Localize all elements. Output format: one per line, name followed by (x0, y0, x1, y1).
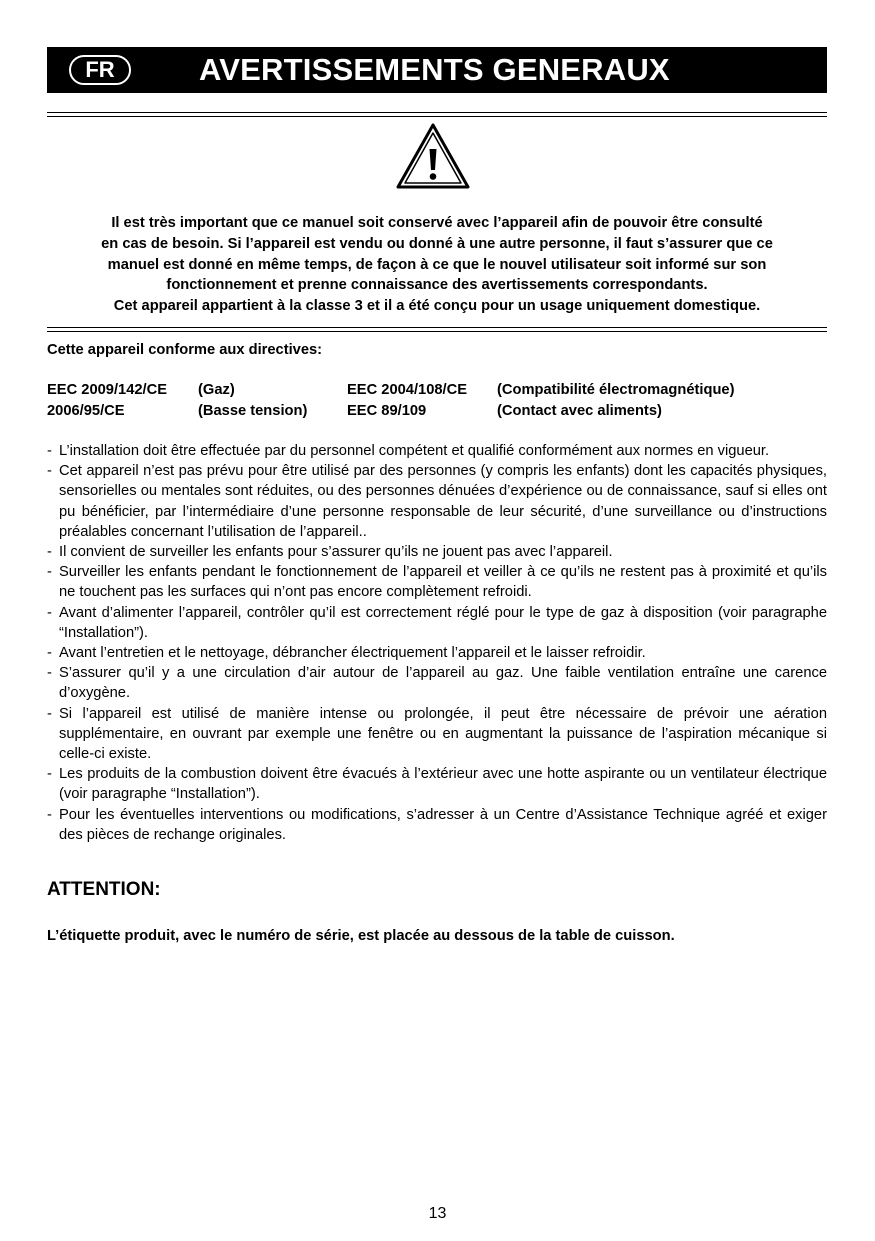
divider-top-2 (47, 116, 827, 117)
intro-line: Il est très important que ce manuel soit conservé avec l’appareil afin de pouvoir être consulté (111, 215, 763, 231)
directive-row (47, 401, 827, 421)
language-badge: FR (69, 55, 131, 85)
divider-mid-2 (47, 331, 827, 332)
list-item: - S’assurer qu’il y a une circulation d’air autour de l’appareil au gaz. Une faible ventilation entraîne une carence d’oxygène. (47, 663, 827, 703)
list-item: - Surveiller les enfants pendant le fonctionnement de l’appareil et veiller à ce qu’ils ne restent pas à proximité et qu’ils ne touchent pas les surfaces qui n’ont pas encore complètement refroidi. (47, 562, 827, 602)
list-item: - Il convient de surveiller les enfants pour s’assurer qu’ils ne jouent pas avec l’appareil. (47, 542, 827, 562)
directive-row (47, 380, 827, 400)
divider-top-1 (47, 112, 827, 113)
intro-line: en cas de besoin. Si l’appareil est vendu ou donné à une autre personne, il faut s’assurer que ce (101, 235, 773, 252)
page-number: 13 (428, 1205, 447, 1222)
directive-code: EEC 89/109 (347, 403, 427, 419)
list-item: - Cet appareil n’est pas prévu pour être utilisé par des personnes (y compris les enfants) dont les capacités physiques, sensorielles ou mentales sont réduites, ou des personnes dénuées d’expérience ou de connaissance, sauf si elles ont pu bénéficier, par l’intermédiaire d’une personne responsable de leur sécurité, d’une surveillance ou d’instructions préalables concernant l’utilisation de l’appareil.. (47, 461, 827, 542)
list-item: - L’installation doit être effectuée par du personnel compétent et qualifié conformément aux normes en vigueur. (47, 441, 827, 461)
intro-line: Cet appareil appartient à la classe 3 et il a été conçu pour un usage uniquement domestique. (113, 298, 761, 315)
list-item: - Avant d’alimenter l’appareil, contrôler qu’il est correctement réglé pour le type de gaz à disposition (voir paragraphe “Installation”). (47, 603, 827, 643)
divider-mid-1 (47, 327, 827, 328)
list-item: - Avant l’entretien et le nettoyage, débrancher électriquement l’appareil et le laisser refroidir. (47, 643, 827, 663)
intro-paragraph (47, 213, 827, 317)
list-item: - Pour les éventuelles interventions ou modifications, s’adresser à un Centre d’Assistance Technique agréé et exiger des pièces de rechange originales. (47, 805, 827, 845)
directives-heading: Cette appareil conforme aux directives: (47, 342, 323, 358)
attention-heading: ATTENTION: (47, 879, 161, 900)
product-label-note: L’étiquette produit, avec le numéro de série, est placée au dessous de la table de cuisson. (47, 928, 675, 944)
title-bar (47, 47, 827, 93)
directive-description: (Basse tension) (198, 403, 308, 419)
directive-code: 2006/95/CE (47, 403, 125, 419)
intro-line: fonctionnement et prenne connaissance des avertissements correspondants. (166, 277, 708, 294)
intro-line: manuel est donné en même temps, de façon à ce que le nouvel utilisateur soit informé sur son (107, 256, 767, 273)
directive-code: EEC 2004/108/CE (347, 382, 468, 398)
list-item: - Les produits de la combustion doivent être évacués à l’extérieur avec une hotte aspirante ou un ventilateur électrique (voir paragraphe “Installation”). (47, 764, 827, 804)
directive-description: (Compatibilité électromagnétique) (497, 382, 735, 398)
directive-code: EEC 2009/142/CE (47, 382, 168, 398)
directive-description: (Contact avec aliments) (497, 403, 662, 419)
directive-description: (Gaz) (198, 382, 235, 398)
list-item: - Si l’appareil est utilisé de manière intense ou prolongée, il peut être nécessaire de prévoir une aération supplémentaire, en ouvrant par exemple une fenêtre ou en augmentant la puissance de l’aspiration mécanique si celle-ci existe. (47, 704, 827, 765)
warning-icon (395, 122, 471, 190)
warnings-list (47, 441, 827, 845)
page-title: AVERTISSEMENTS GENERAUX (199, 52, 670, 87)
